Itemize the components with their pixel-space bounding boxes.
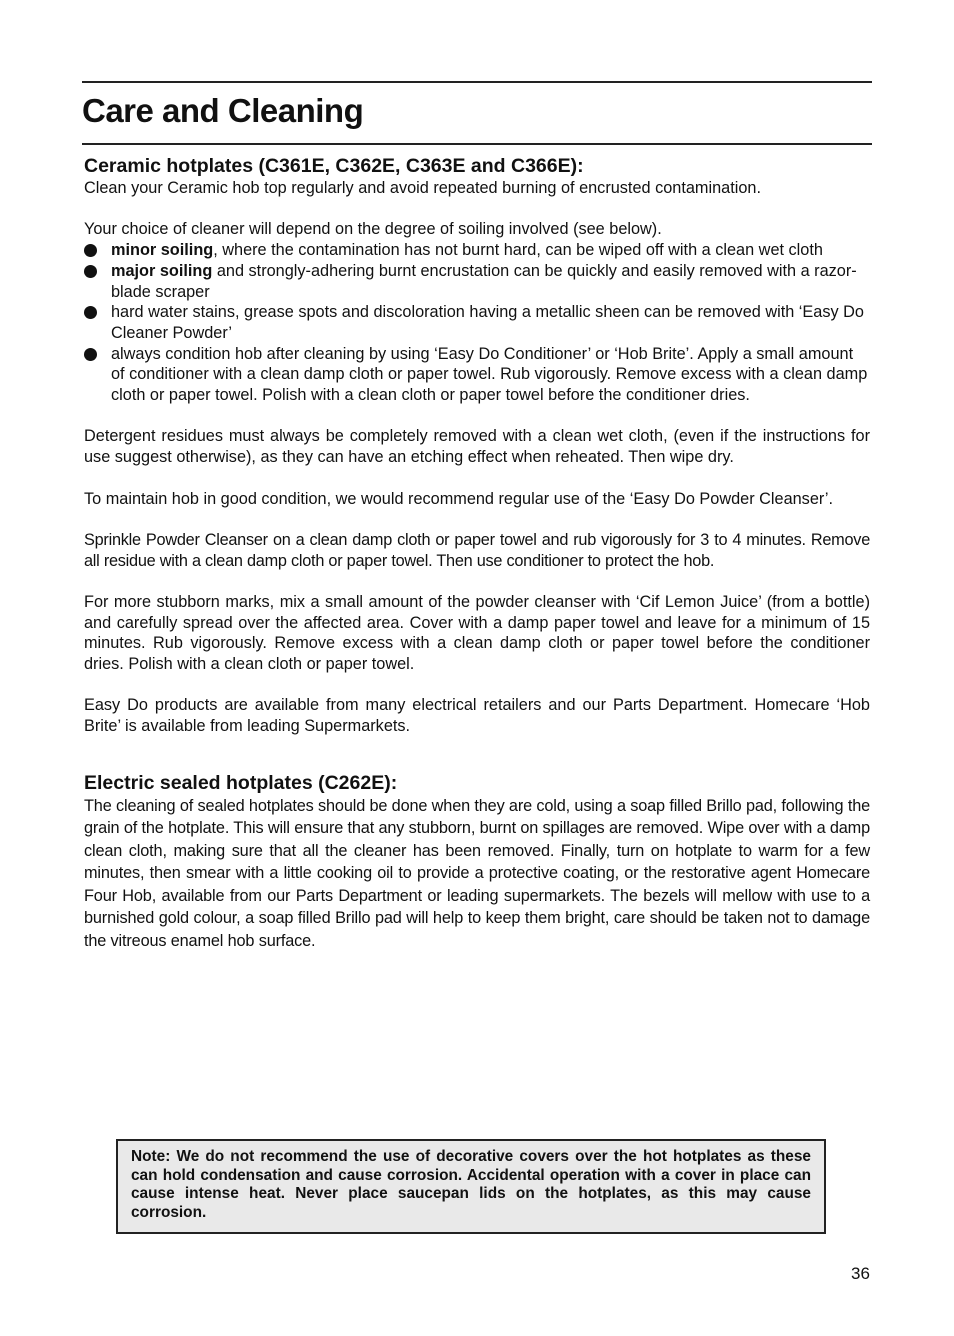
list-item (84, 344, 870, 406)
title-underline (82, 143, 872, 145)
availability-paragraph: Easy Do products are available from many electrical retailers and our Parts Department. Homecare ‘Hob Brite’ is available from leading Supermarkets. (84, 696, 870, 736)
stubborn-marks-paragraph: For more stubborn marks, mix a small amount of the powder cleanser with ‘Cif Lemon Juice’ (from a bottle) and carefully spread over the affected area. Cover with a damp paper towel and leave for a minimum of 15 minutes. Rub vigorously. Remove excess with a clean damp cloth or paper towel before the conditioner dries. Polish with a clean cloth or paper towel. (84, 592, 870, 674)
electric-heading: Electric sealed hotplates (C262E): (84, 771, 398, 794)
note-text: Note: We do not recommend the use of decorative covers over the hot hotplates as these can hold condensation and cause corrosion. Accidental operation with a cover in place can cause intense heat. Never place saucepan lids on the hotplates, as this may cause corrosion. (131, 1148, 811, 1222)
bullet-icon (84, 306, 97, 319)
bullet-text: hard water stains, grease spots and discoloration having a metallic sheen can be removed with ‘Easy Do Cleaner Powder’ (111, 303, 864, 342)
bullet-text: , where the contamination has not burnt hard, can be wiped off with a clean wet cloth (213, 241, 823, 260)
list-item (84, 261, 870, 302)
soiling-list (84, 240, 870, 406)
ceramic-heading: Ceramic hotplates (C361E, C362E, C363E and C366E): (84, 155, 584, 177)
bullet-bold: major soiling (111, 261, 213, 280)
sprinkle-paragraph: Sprinkle Powder Cleanser on a clean damp cloth or paper towel and rub vigorously for 3 to 4 minutes. Remove all residue with a clean damp cloth or paper towel. Then use conditioner to protect the hob. (84, 530, 870, 570)
ceramic-intro: Clean your Ceramic hob top regularly and avoid repeated burning of encrusted contamination. (84, 179, 761, 197)
maintain-paragraph: To maintain hob in good condition, we would recommend regular use of the ‘Easy Do Powder Cleanser’. (84, 489, 834, 508)
note-box (116, 1139, 826, 1234)
list-item (84, 302, 870, 343)
ceramic-choice: Your choice of cleaner will depend on the degree of soiling involved (see below). (84, 220, 662, 239)
bullet-text: always condition hob after cleaning by using ‘Easy Do Conditioner’ or ‘Hob Brite’. Apply a small amount of conditioner with a clean damp cloth or paper towel. Rub vigorously. Remove excess with a clean damp cloth or paper towel. Polish with a clean cloth or paper towel before the conditioner dries. (111, 344, 868, 405)
main-content (84, 154, 870, 952)
bullet-icon (84, 265, 97, 278)
page-number: 36 (851, 1264, 870, 1283)
detergent-paragraph: Detergent residues must always be completely removed with a clean wet cloth, (even if the instructions for use suggest otherwise), as they can have an etching effect when reheated. Then wipe dry. (84, 427, 870, 467)
electric-body: The cleaning of sealed hotplates should be done when they are cold, using a soap filled Brillo pad, following the grain of the hotplate. This will ensure that any stubborn, burnt on spillages are removed. Wipe over with a damp clean cloth, making sure that all the cleaner has been removed. Finally, turn on hotplate to warm for a few minutes, then smear with a little cooking oil to provide a protective coating, or the restorative agent Homecare Four Hob, available from our Parts Department or leading supermarkets. The bezels will mellow with use to a burnished gold colour, a soap filled Brillo pad will help to keep them bright, care should be taken not to damage the vitreous enamel hob surface. (84, 796, 870, 950)
bullet-text: and strongly-adhering burnt encrustation can be quickly and easily removed with a razor-blade scraper (111, 261, 857, 301)
list-item (84, 240, 870, 261)
bullet-icon (84, 244, 97, 257)
bullet-icon (84, 348, 97, 361)
bullet-bold: minor soiling (111, 241, 214, 260)
page-title: Care and Cleaning (82, 92, 364, 129)
top-rule (82, 81, 872, 83)
